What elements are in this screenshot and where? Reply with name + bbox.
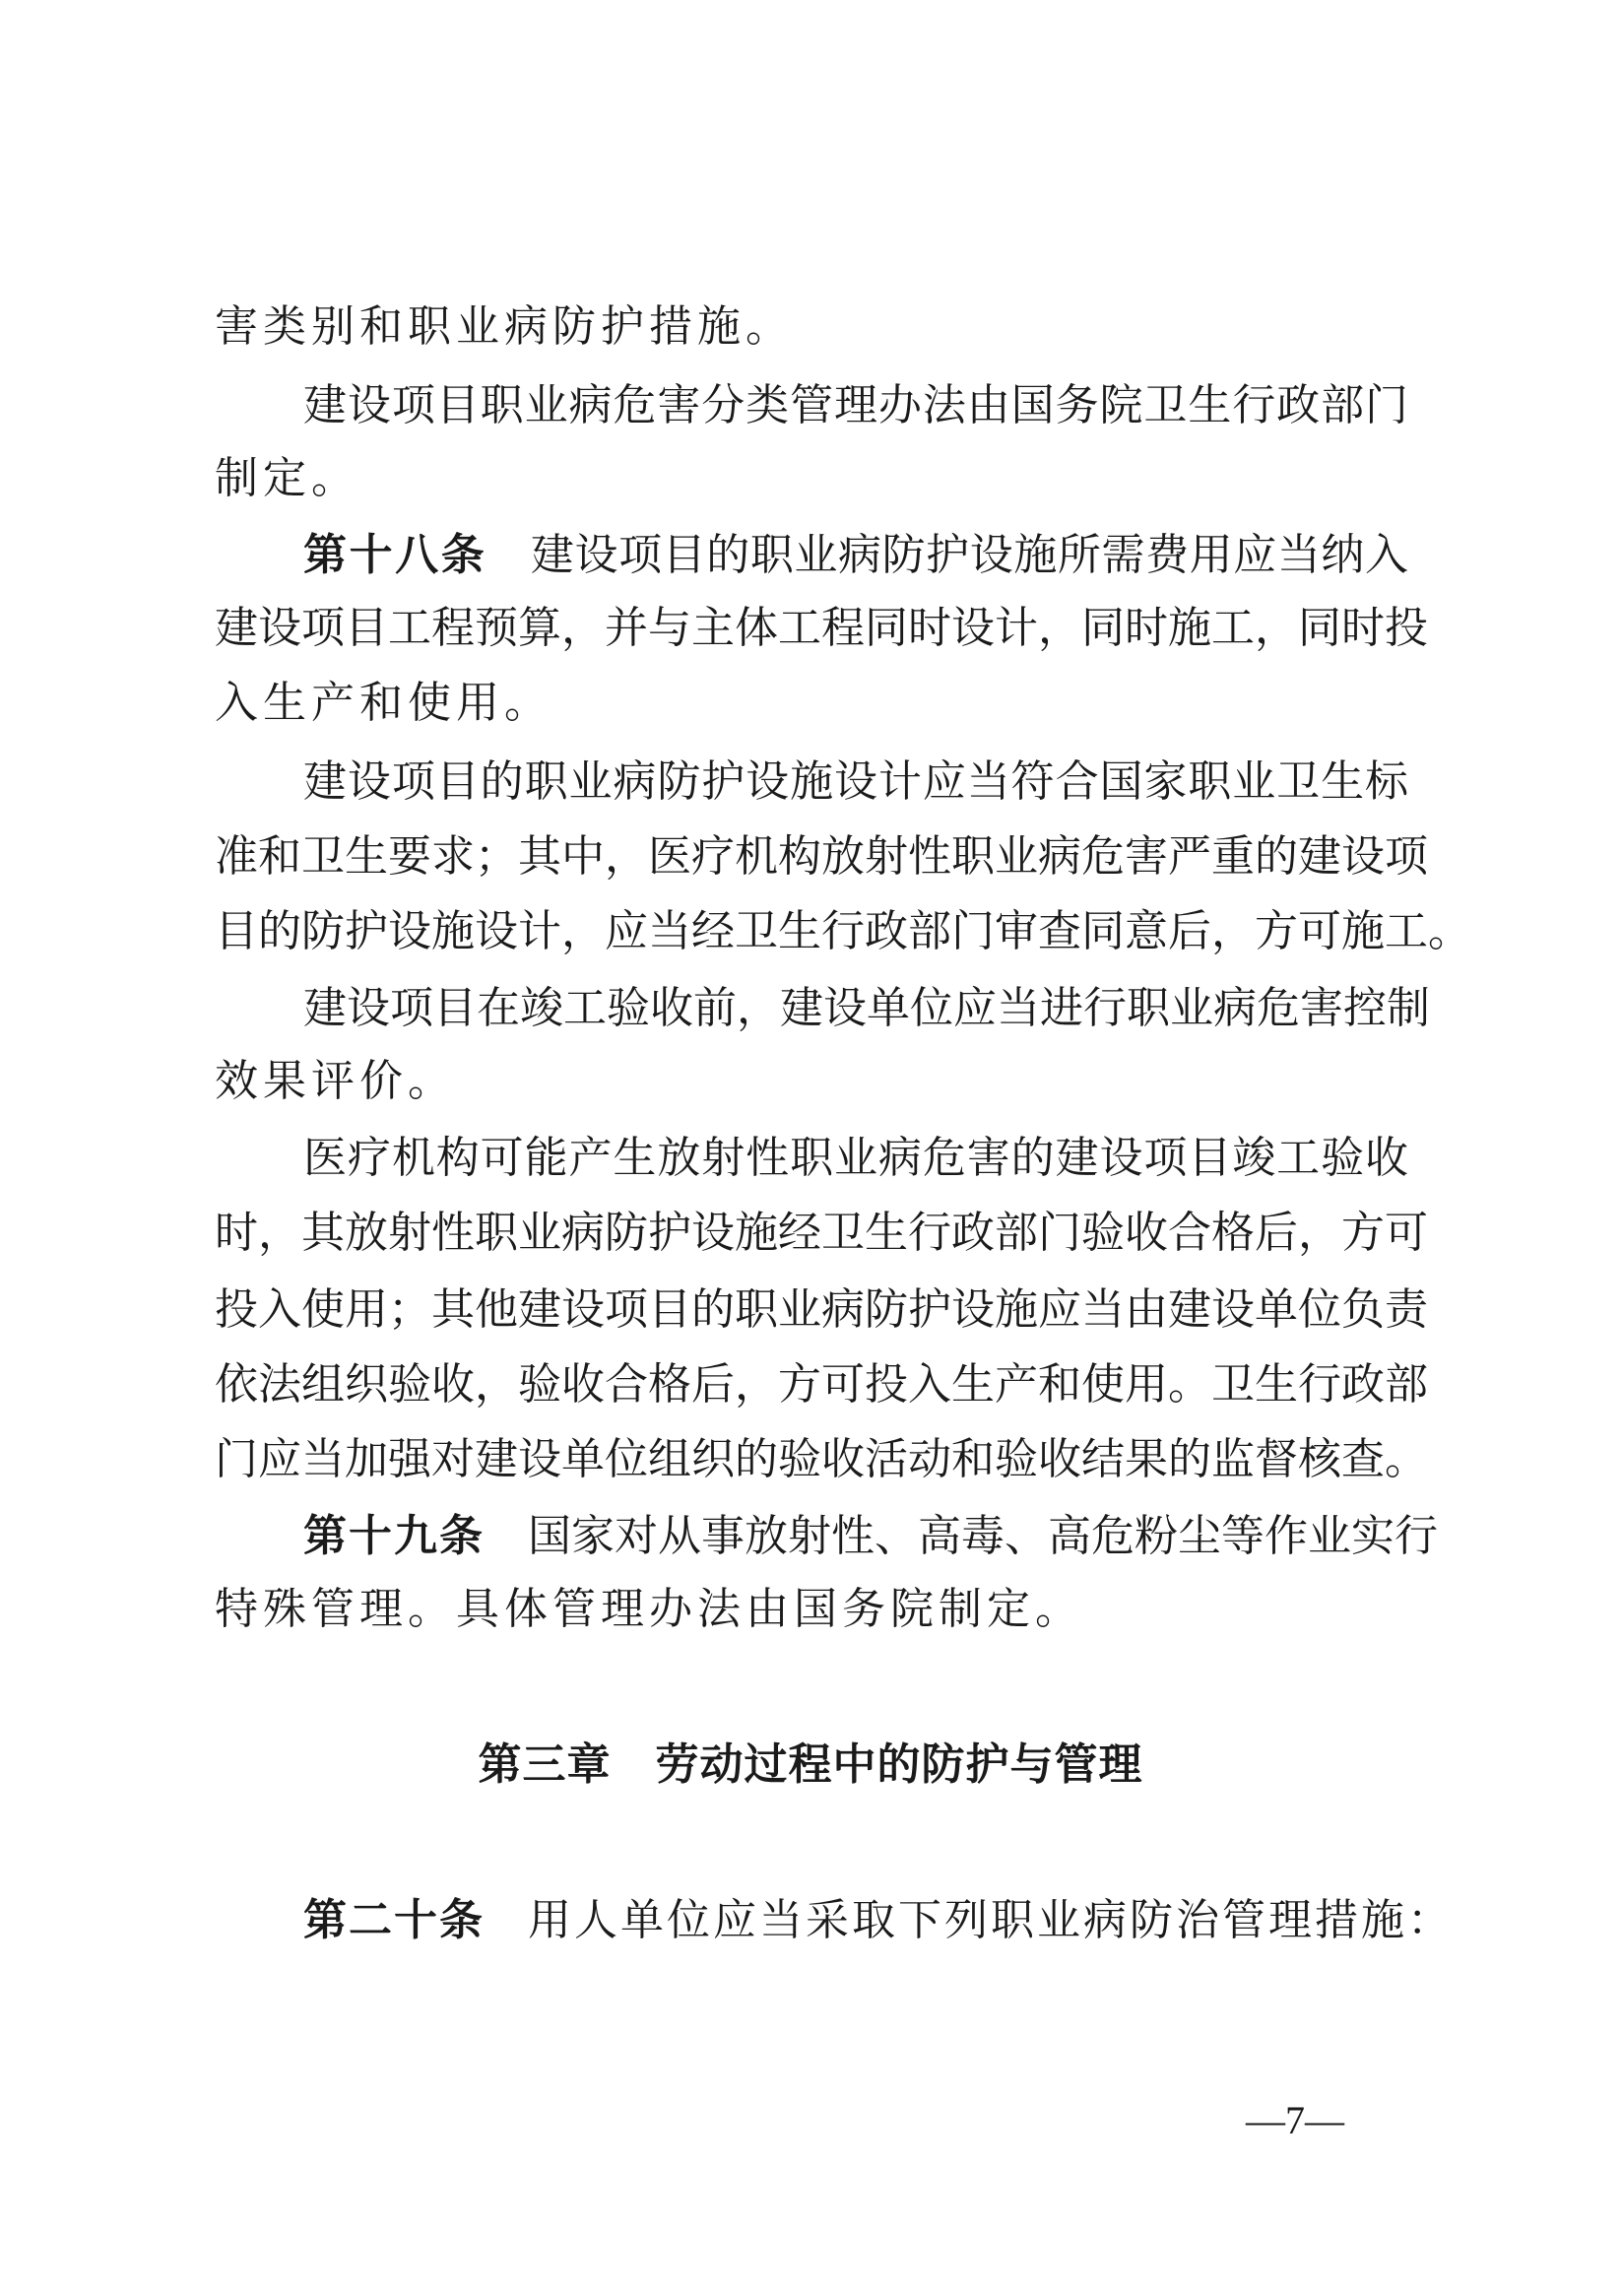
paragraph-line: 目的防护设施设计，应当经卫生行政部门审查同意后，方可施工。 — [215, 906, 1471, 956]
article-20-text: 用人单位应当采取下列职业病防治管理措施： — [528, 1895, 1454, 1945]
paragraph-line: 入生产和使用。 — [215, 678, 552, 728]
paragraph-line: 建设项目职业病危害分类管理办法由国务院卫生行政部门 — [303, 380, 1408, 430]
article-19-heading: 第十九条 — [303, 1511, 485, 1561]
article-19-text: 国家对从事放射性、高毒、高危粉尘等作业实行 — [528, 1511, 1438, 1561]
paragraph-line: 害类别和职业病防护措施。 — [215, 301, 794, 352]
paragraph-line: 建设项目在竣工验收前，建设单位应当进行职业病危害控制 — [303, 983, 1430, 1033]
paragraph-line: 医疗机构可能产生放射性职业病危害的建设项目竣工验收 — [303, 1133, 1408, 1183]
paragraph-line: 门应当加强对建设单位组织的验收活动和验收结果的监督核查。 — [215, 1434, 1428, 1484]
paragraph-line: 时，其放射性职业病防护设施经卫生行政部门验收合格后，方可 — [215, 1208, 1428, 1258]
page-number: —7— — [1246, 2098, 1344, 2142]
article-20-heading: 第二十条 — [303, 1895, 485, 1945]
paragraph-line: 制定。 — [215, 453, 359, 503]
paragraph-line: 建设项目的职业病防护设施设计应当符合国家职业卫生标 — [303, 756, 1408, 807]
paragraph-line: 准和卫生要求；其中，医疗机构放射性职业病危害严重的建设项 — [215, 831, 1428, 882]
paragraph-line: 建设项目工程预算，并与主体工程同时设计，同时施工，同时投 — [215, 603, 1428, 653]
paragraph-line: 效果评价。 — [215, 1056, 456, 1106]
article-18-text: 建设项目的职业病防护设施所需费用应当纳入 — [530, 530, 1409, 580]
article-19-line — [303, 1507, 1438, 1566]
article-20-line — [303, 1891, 1454, 1950]
chapter-title: 第三章 劳动过程中的防护与管理 — [478, 1739, 1143, 1790]
paragraph-line: 依法组织验收，验收合格后，方可投入生产和使用。卫生行政部 — [215, 1359, 1428, 1410]
article-18-line — [303, 526, 1408, 585]
paragraph-line: 特殊管理。具体管理办法由国务院制定。 — [215, 1584, 1083, 1634]
paragraph-line: 投入使用；其他建设项目的职业病防护设施应当由建设单位负责 — [215, 1284, 1428, 1335]
article-18-heading: 第十八条 — [303, 530, 487, 580]
